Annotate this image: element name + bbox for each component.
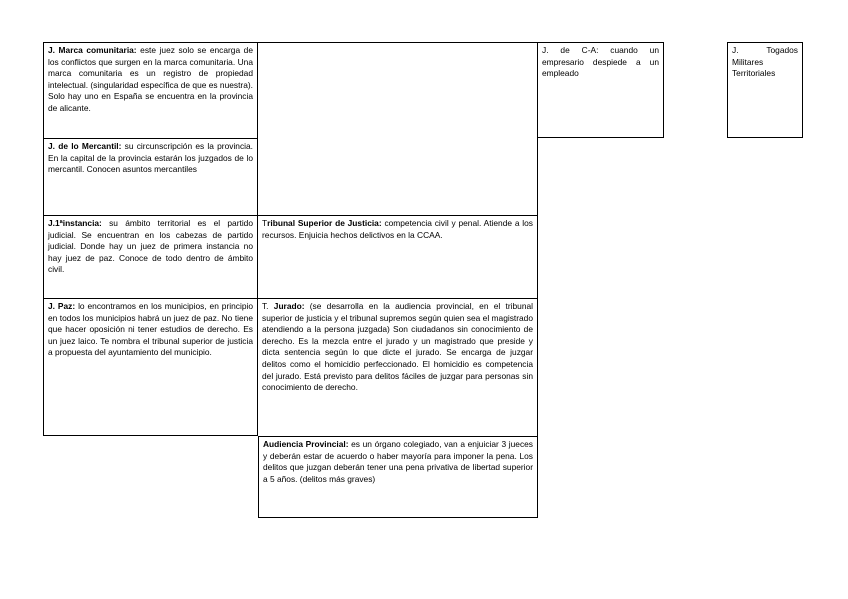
cell-title: Jurado: (273, 301, 305, 311)
togados-word: J. (732, 45, 739, 55)
cell-text: competencia civil y penal. Atiende a los recursos. Enjuicia hechos delictivos en la CCAA. (262, 218, 533, 240)
cell-marca-comunitaria (43, 42, 258, 138)
togados-word: Togados (766, 45, 798, 55)
cell-text: su circunscripción es la provincia. En la capital de la provincia estarán los juzgados de lo mercantil. Conocen asuntos mercantiles (48, 141, 253, 175)
cell-text: es un órgano colegiado, van a enjuiciar 3 jueces y deberán estar de acuerdo o haber mayoría para imponer la pena. Los delitos que juzgan deberán tener una pena privativa de libertad superior a 5 años. (delitos más graves) (263, 439, 533, 484)
cell-text: su ámbito territorial es el partido judicial. Se encuentran en los cabezas de partido judicial. Donde hay un juez de primera instancia no hay juez de paz. Conoce de todo dentro de ámbito civil. (48, 218, 253, 275)
cell-jurado (258, 298, 538, 436)
cell-title: J. Paz: (48, 301, 76, 311)
cell-juez-paz (43, 298, 258, 436)
cell-primera-instancia (43, 215, 258, 298)
cell-title: J. Marca comunitaria: (48, 45, 137, 55)
cell-title: J. de lo Mercantil: (48, 141, 122, 151)
cell-text: este juez solo se encarga de los conflictos que surgen en la marca comunitaria. Una marca comunitaria es un registro de propiedad intelectual. (singularidad específica de que es nuestra). Solo hay uno en España se encuentra en la provincia de alicante. (48, 45, 253, 113)
togados-word: Militares (732, 56, 764, 67)
cell-middle-empty (258, 42, 538, 215)
cell-mercantil (43, 138, 258, 215)
cell-togados-militares (727, 42, 803, 138)
cell-tribunal-superior (258, 215, 538, 298)
cell-title: Audiencia Provincial: (263, 439, 349, 449)
cell-text: (se desarrolla en la audiencia provincial, en el tribunal superior de justicia y el tribunal supremos según quien sea el magistrado atendiendo a la persona juzgada) Son ciudadanos sin conocimiento de derecho. Es la mezcla entre el jurado y un magistrado que preside y dicta sentencia según lo que dicte el jurado. Se encarga de juzgar delitos como el homicidio perfeccionado. El homicidio es competencia del jurado. Está previsto para delitos fáciles de juzgar para personas sin conocimiento de derecho. (262, 301, 533, 393)
cell-text: lo encontramos en los municipios, en principio en todos los municipios habrá un juez de paz. No tiene que hacer oposición ni tener estudios de derecho. Es un juez laico. Te nombra el tribunal superior de justicia a propuesta del ayuntamiento del municipio. (48, 301, 253, 358)
togados-word: Territoriales (732, 68, 776, 79)
cell-prefix: T. (262, 301, 274, 311)
cell-prefix: T (262, 218, 268, 228)
cell-title: J.1ªinstancia: (48, 218, 102, 228)
cell-title: ribunal Superior de Justicia: (267, 218, 382, 228)
cell-audiencia-provincial (258, 436, 538, 518)
cell-text: J. de C-A: cuando un empresario despiede a un empleado (542, 45, 659, 79)
cell-contencioso-administrativo (537, 42, 664, 138)
